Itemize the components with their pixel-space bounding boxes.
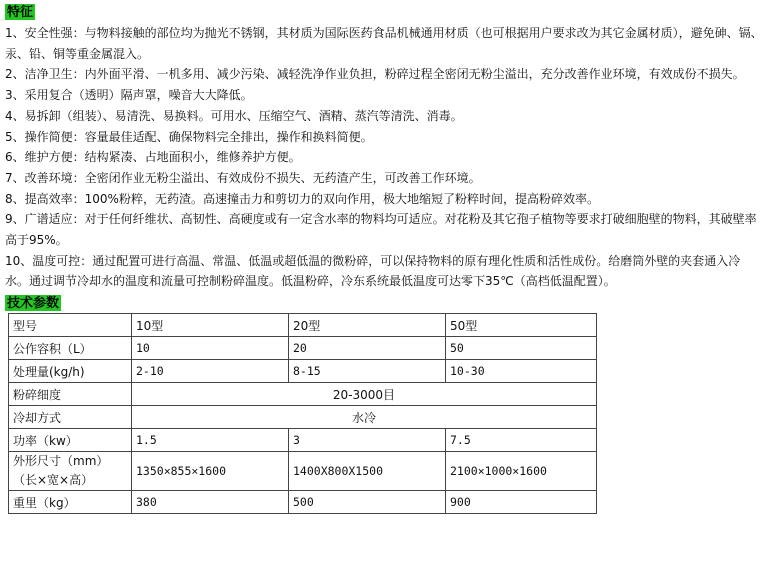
- cell-throughput-10: 2-10: [132, 360, 289, 383]
- table-row: [9, 360, 597, 383]
- features-heading: 特征: [7, 5, 34, 20]
- feature-item: 2、洁净卫生：内外面平滑、一机多用、减少污染、减轻洗净作业负担，粉碎过程全密闭无粉尘溢出，充分改善作业环境，有效成份不损失。: [5, 67, 745, 82]
- document: [5, 1, 763, 514]
- table-row: [9, 383, 597, 406]
- features-list: [5, 23, 763, 292]
- cell-weight-50: 900: [446, 491, 597, 514]
- cell-power-50: 7.5: [446, 429, 597, 452]
- cell-model-50: 50型: [446, 314, 597, 337]
- feature-item: 10、温度可控：通过配置可进行高温、常温、低温或超低温的微粉碎，可以保持物料的原有理化性质和活性成份。给磨筒外壁的夹套通入冷水。通过调节冷却水的温度和流量可控制粉碎温度。低温粉碎，冷东系统最低温度可达零下35℃（高档低温配置）。: [5, 253, 741, 289]
- cell-capacity-50: 50: [446, 337, 597, 360]
- table-row: [9, 491, 597, 514]
- row-label-cooling: 冷却方式: [9, 406, 132, 429]
- row-label-power: 功率（kw）: [9, 429, 132, 452]
- tech-params-heading: 技术参数: [7, 296, 60, 312]
- cell-capacity-10: 10: [132, 337, 289, 360]
- cell-weight-10: 380: [132, 491, 289, 514]
- feature-item: 8、提高效率：100%粉粹，无药渣。高速撞击力和剪切力的双向作用，极大地缩短了粉粹时间，提高粉碎效率。: [5, 191, 599, 206]
- cell-cooling: 水冷: [132, 406, 597, 429]
- feature-item: 4、易拆卸（组装）、易清洗、易换料。可用水、压缩空气、酒精、蒸汽等清洗、消毒。: [5, 108, 463, 123]
- feature-item: 6、维护方便：结构紧凑、占地面积小，维修养护方便。: [5, 150, 301, 165]
- row-label-capacity: 公作容积（L）: [9, 337, 132, 360]
- table-row: [9, 406, 597, 429]
- cell-throughput-20: 8-15: [289, 360, 446, 383]
- row-label-weight: 重里（kg）: [9, 491, 132, 514]
- table-row: [9, 314, 597, 337]
- feature-item: 5、操作简便：容量最佳适配、确保物料完全排出，操作和换料简便。: [5, 129, 373, 144]
- row-label-model: 型号: [9, 314, 132, 337]
- cell-fineness: 20-3000目: [132, 383, 597, 406]
- row-label-throughput: 处理量(kg/h): [9, 360, 132, 383]
- cell-dimensions-50: 2100×1000×1600: [446, 452, 597, 491]
- spec-table: [8, 313, 597, 514]
- cell-throughput-50: 10-30: [446, 360, 597, 383]
- row-label-fineness: 粉碎细度: [9, 383, 132, 406]
- row-label-dimensions: [9, 452, 132, 491]
- table-row: [9, 337, 597, 360]
- dimensions-label-line2: （长×宽×高）: [13, 473, 94, 488]
- dimensions-label-line1: 外形尺寸（mm）: [13, 454, 109, 469]
- cell-weight-20: 500: [289, 491, 446, 514]
- table-row: [9, 429, 597, 452]
- cell-power-20: 3: [289, 429, 446, 452]
- cell-power-10: 1.5: [132, 429, 289, 452]
- feature-item: 7、改善环境：全密闭作业无粉尘溢出、有效成份不损失、无药渣产生，可改善工作环境。: [5, 170, 481, 185]
- cell-dimensions-20: 1400X800X1500: [289, 452, 446, 491]
- feature-item: 1、安全性强：与物料接触的部位均为抛光不锈钢，其材质为国际医药食品机械通用材质（也可根据用户要求改为其它金属材质），避免砷、镉、汞、铅、铜等重金属混入。: [5, 26, 763, 61]
- cell-model-10: 10型: [132, 314, 289, 337]
- cell-dimensions-10: 1350×855×1600: [132, 452, 289, 491]
- table-row: [9, 452, 597, 491]
- cell-model-20: 20型: [289, 314, 446, 337]
- cell-capacity-20: 20: [289, 337, 446, 360]
- feature-item: 9、广谱适应：对于任何纤维状、高韧性、高硬度或有一定含水率的物料均可适应。对花粉及其它孢子植物等要求打破细胞壁的物料，其破壁率高于95%。: [5, 212, 757, 248]
- feature-item: 3、采用复合（透明）隔声罩，噪音大大降低。: [5, 88, 253, 103]
